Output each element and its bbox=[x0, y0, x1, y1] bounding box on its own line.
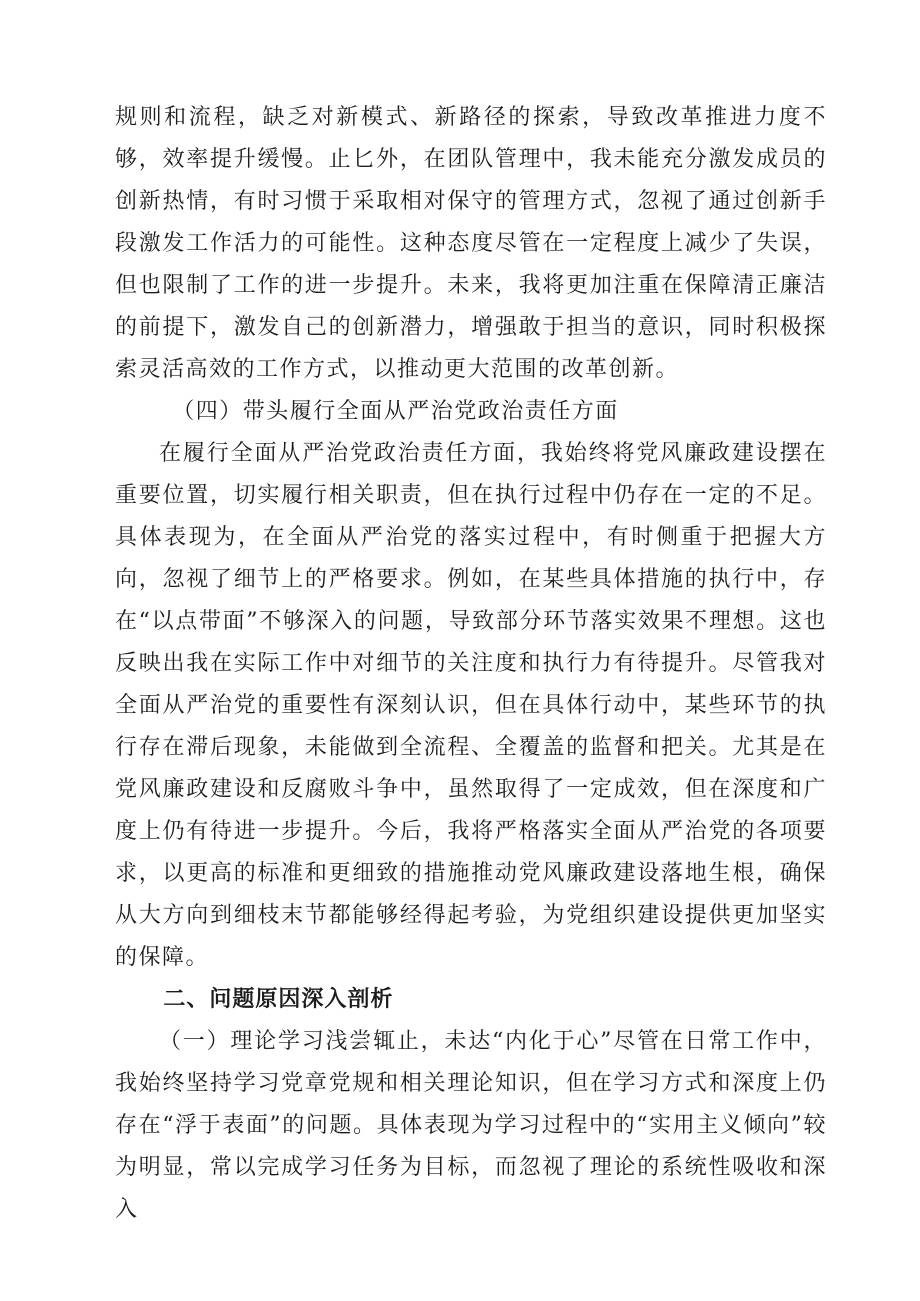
paragraph-theory-study: （一）理论学习浅尝辄止，未达“内化于心”尽管在日常工作中，我始终坚持学习党章党规和相关理论知识，但在学习方式和深度上仍存在“浮于表面”的问题。具体表现为学习过程中的“实用主义倾向”较为明显，常以完成学习任务为目标，而忽视了理论的系统性吸收和深入 bbox=[115, 1029, 827, 1222]
section-subheading-four: （四）带头履行全面从严治党政治责任方面 bbox=[172, 399, 619, 424]
section-heading-two: 二、问题原因深入剖析 bbox=[163, 987, 394, 1012]
document-body bbox=[115, 97, 827, 1231]
paragraph-party-responsibility: 在履行全面从严治党政治责任方面，我始终将党风廉政建设摆在重要位置，切实履行相关职责，但在执行过程中仍存在一定的不足。具体表现为，在全面从严治党的落实过程中，有时侧重于把握大方向，忽视了细节上的严格要求。例如，在某些具体措施的执行中，存在“以点带面”不够深入的问题，导致部分环节落实效果不理想。这也反映出我在实际工作中对细节的关注度和执行力有待提升。尽管我对全面从严治党的重要性有深刻认识，但在具体行动中，某些环节的执行存在滞后现象，未能做到全流程、全覆盖的监督和把关。尤其是在党风廉政建设和反腐败斗争中，虽然取得了一定成效，但在深度和广度上仍有待进一步提升。今后，我将严格落实全面从严治党的各项要求，以更高的标准和更细致的措施推动党风廉政建设落地生根，确保从大方向到细枝末节都能够经得起考验，为党组织建设提供更加坚实的保障。 bbox=[115, 441, 827, 970]
paragraph-continuation: 规则和流程，缺乏对新模式、新路径的探索，导致改革推进力度不够，效率提升缓慢。止匕外，在团队管理中，我未能充分激发成员的创新热情，有时习惯于采取相对保守的管理方式，忽视了通过创新手段激发工作活力的可能性。这种态度尽管在一定程度上减少了失误，但也限制了工作的进一步提升。未来，我将更加注重在保障清正廉洁的前提下，激发自己的创新潜力，增强敢于担当的意识，同时积极探索灵活高效的工作方式，以推动更大范围的改革创新。 bbox=[115, 105, 827, 382]
